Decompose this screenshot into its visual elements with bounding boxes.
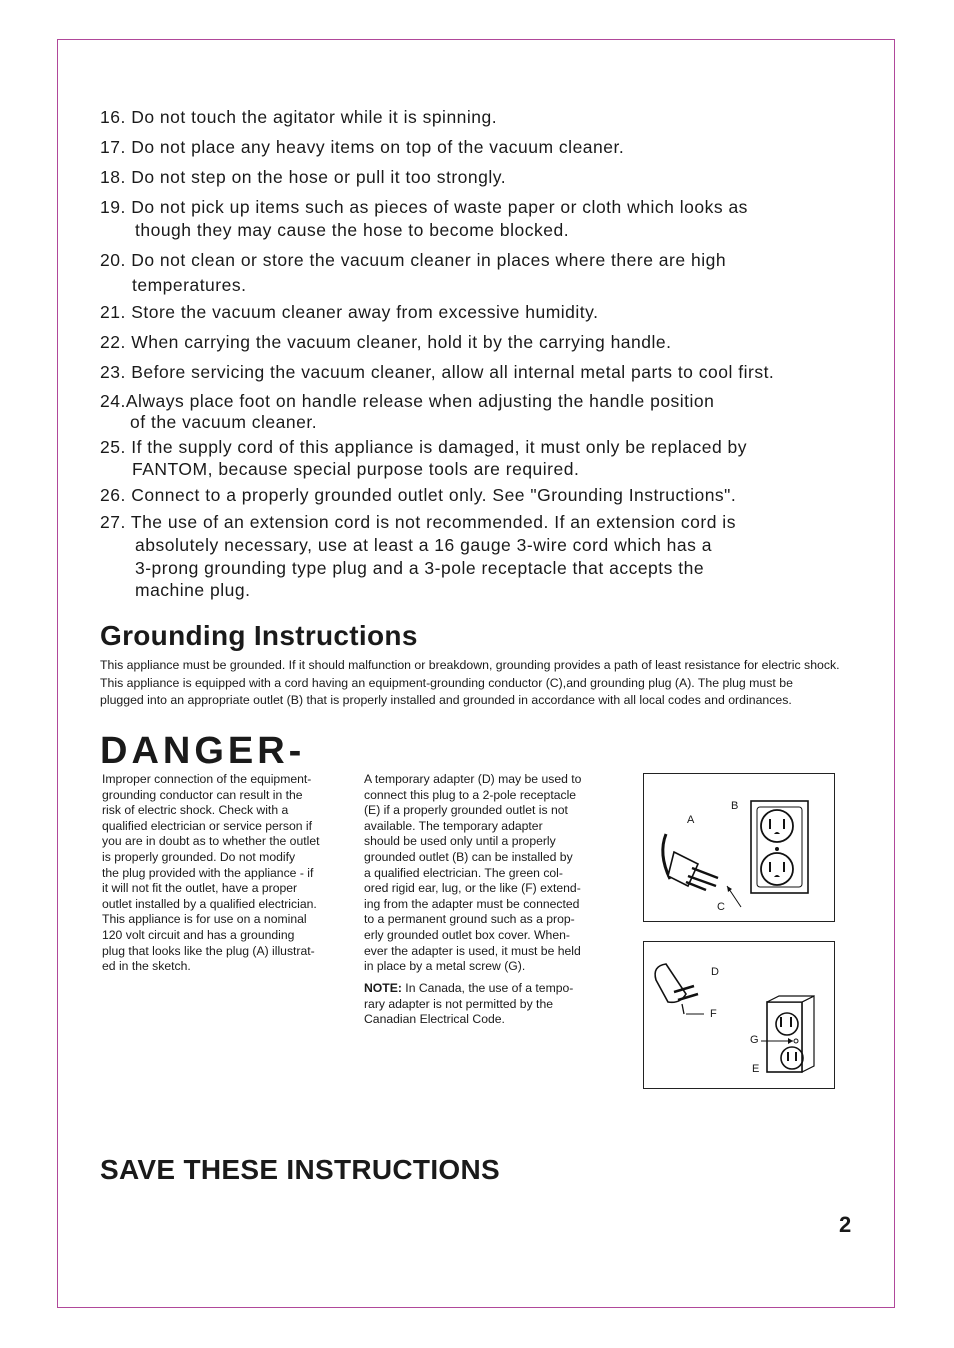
grounding-heading: Grounding Instructions xyxy=(100,620,418,651)
list-item: 18. Do not step on the hose or pull it too strongly. xyxy=(100,167,507,187)
save-heading: SAVE THESE INSTRUCTIONS xyxy=(100,1154,500,1185)
list-item: 26. Connect to a properly grounded outlet only. See "Grounding Instructions". xyxy=(100,485,737,505)
outlet-inner xyxy=(757,807,802,887)
list-item: 24.Always place foot on handle release when adjusting the handle position of the vacuum cleaner. xyxy=(100,391,715,432)
label-a: A xyxy=(687,814,695,826)
list-item: 21. Store the vacuum cleaner away from excessive humidity. xyxy=(100,302,599,322)
danger-column-1: Improper connection of the equipment- grounding conductor can result in the risk of electric shock. Check with a qualified electrician or service person if you are in doubt as to whether the outlet is properly grounded. Do not modify the plug provided with the appliance - if it will not fit the outlet, have a proper outlet installed by a qualified electrician. This appliance is for use on a nominal 120 volt circuit and has a grounding plug that looks like the plug (A) illustrat- ed in the sketch. xyxy=(102,772,320,974)
adapter-body xyxy=(655,964,686,1002)
danger-title: DANGER- xyxy=(100,730,306,772)
outlet-plate xyxy=(751,801,808,893)
list-item: 23. Before servicing the vacuum cleaner, allow all internal metal parts to cool first. xyxy=(100,362,775,382)
adapter-illustration xyxy=(644,942,834,1088)
canada-note xyxy=(364,981,614,1028)
outlet-socket-top xyxy=(761,810,793,842)
label-f: F xyxy=(710,1008,717,1020)
grounded-outlet-figure xyxy=(643,773,835,922)
adapter-figure xyxy=(643,941,835,1089)
list-item: 20. Do not clean or store the vacuum cleaner in places where there are high temperatures. xyxy=(100,250,727,295)
list-item: 22. When carrying the vacuum cleaner, hold it by the carrying handle. xyxy=(100,332,672,352)
label-g: G xyxy=(750,1034,759,1046)
list-item: 27. The use of an extension cord is not recommended. If an extension cord is absolutely necessary, use at least a 16 gauge 3-wire cord which has a 3-prong grounding type plug and a 3-pole receptacle that accepts the machine plug. xyxy=(100,512,736,600)
outlet-socket-bottom xyxy=(761,853,793,885)
label-d: D xyxy=(711,966,719,978)
label-c: C xyxy=(717,901,725,913)
list-item: 25. If the supply cord of this appliance is damaged, it must only be replaced by FANTOM, because special purpose tools are required. xyxy=(100,437,748,479)
page-number: 2 xyxy=(839,1212,852,1237)
danger-column-2: A temporary adapter (D) may be used to connect this plug to a 2-pole receptacle (E) if a properly grounded outlet is not available. The temporary adapter should be used only until a properly grounded outlet (B) can be installed by a qualified electrician. The green col- ored rigid ear, lug, or the like (F) extend- ing from the adapter must be connected to a permanent ground such as a prop- erly grounded outlet box cover. When- ever the adapter is used, it must be held in place by a metal screw (G). xyxy=(364,772,582,974)
label-b: B xyxy=(731,800,739,812)
label-e: E xyxy=(752,1063,760,1075)
grounding-text: This appliance must be grounded. If it should malfunction or breakdown, grounding provides a path of least resistance for electric shock. This appliance is equipped with a cord having an equipment-grounding conductor (C),and grounding plug (A). The plug must be plugged into an appropriate outlet (B) that is properly installed and grounded in accordance with all local codes and ordinances. xyxy=(100,658,840,708)
note-label: NOTE: xyxy=(364,981,402,995)
safety-list xyxy=(100,106,870,607)
plug-outlet-illustration xyxy=(644,774,834,921)
note-text: In Canada, the use of a tempo- rary adapter is not permitted by the Canadian Electrical Code. xyxy=(364,981,574,1027)
list-item: 17. Do not place any heavy items on top of the vacuum cleaner. xyxy=(100,137,625,157)
list-item: 16. Do not touch the agitator while it is spinning. xyxy=(100,107,498,127)
list-item: 19. Do not pick up items such as pieces of waste paper or cloth which looks as though they may cause the hose to become blocked. xyxy=(100,197,748,240)
